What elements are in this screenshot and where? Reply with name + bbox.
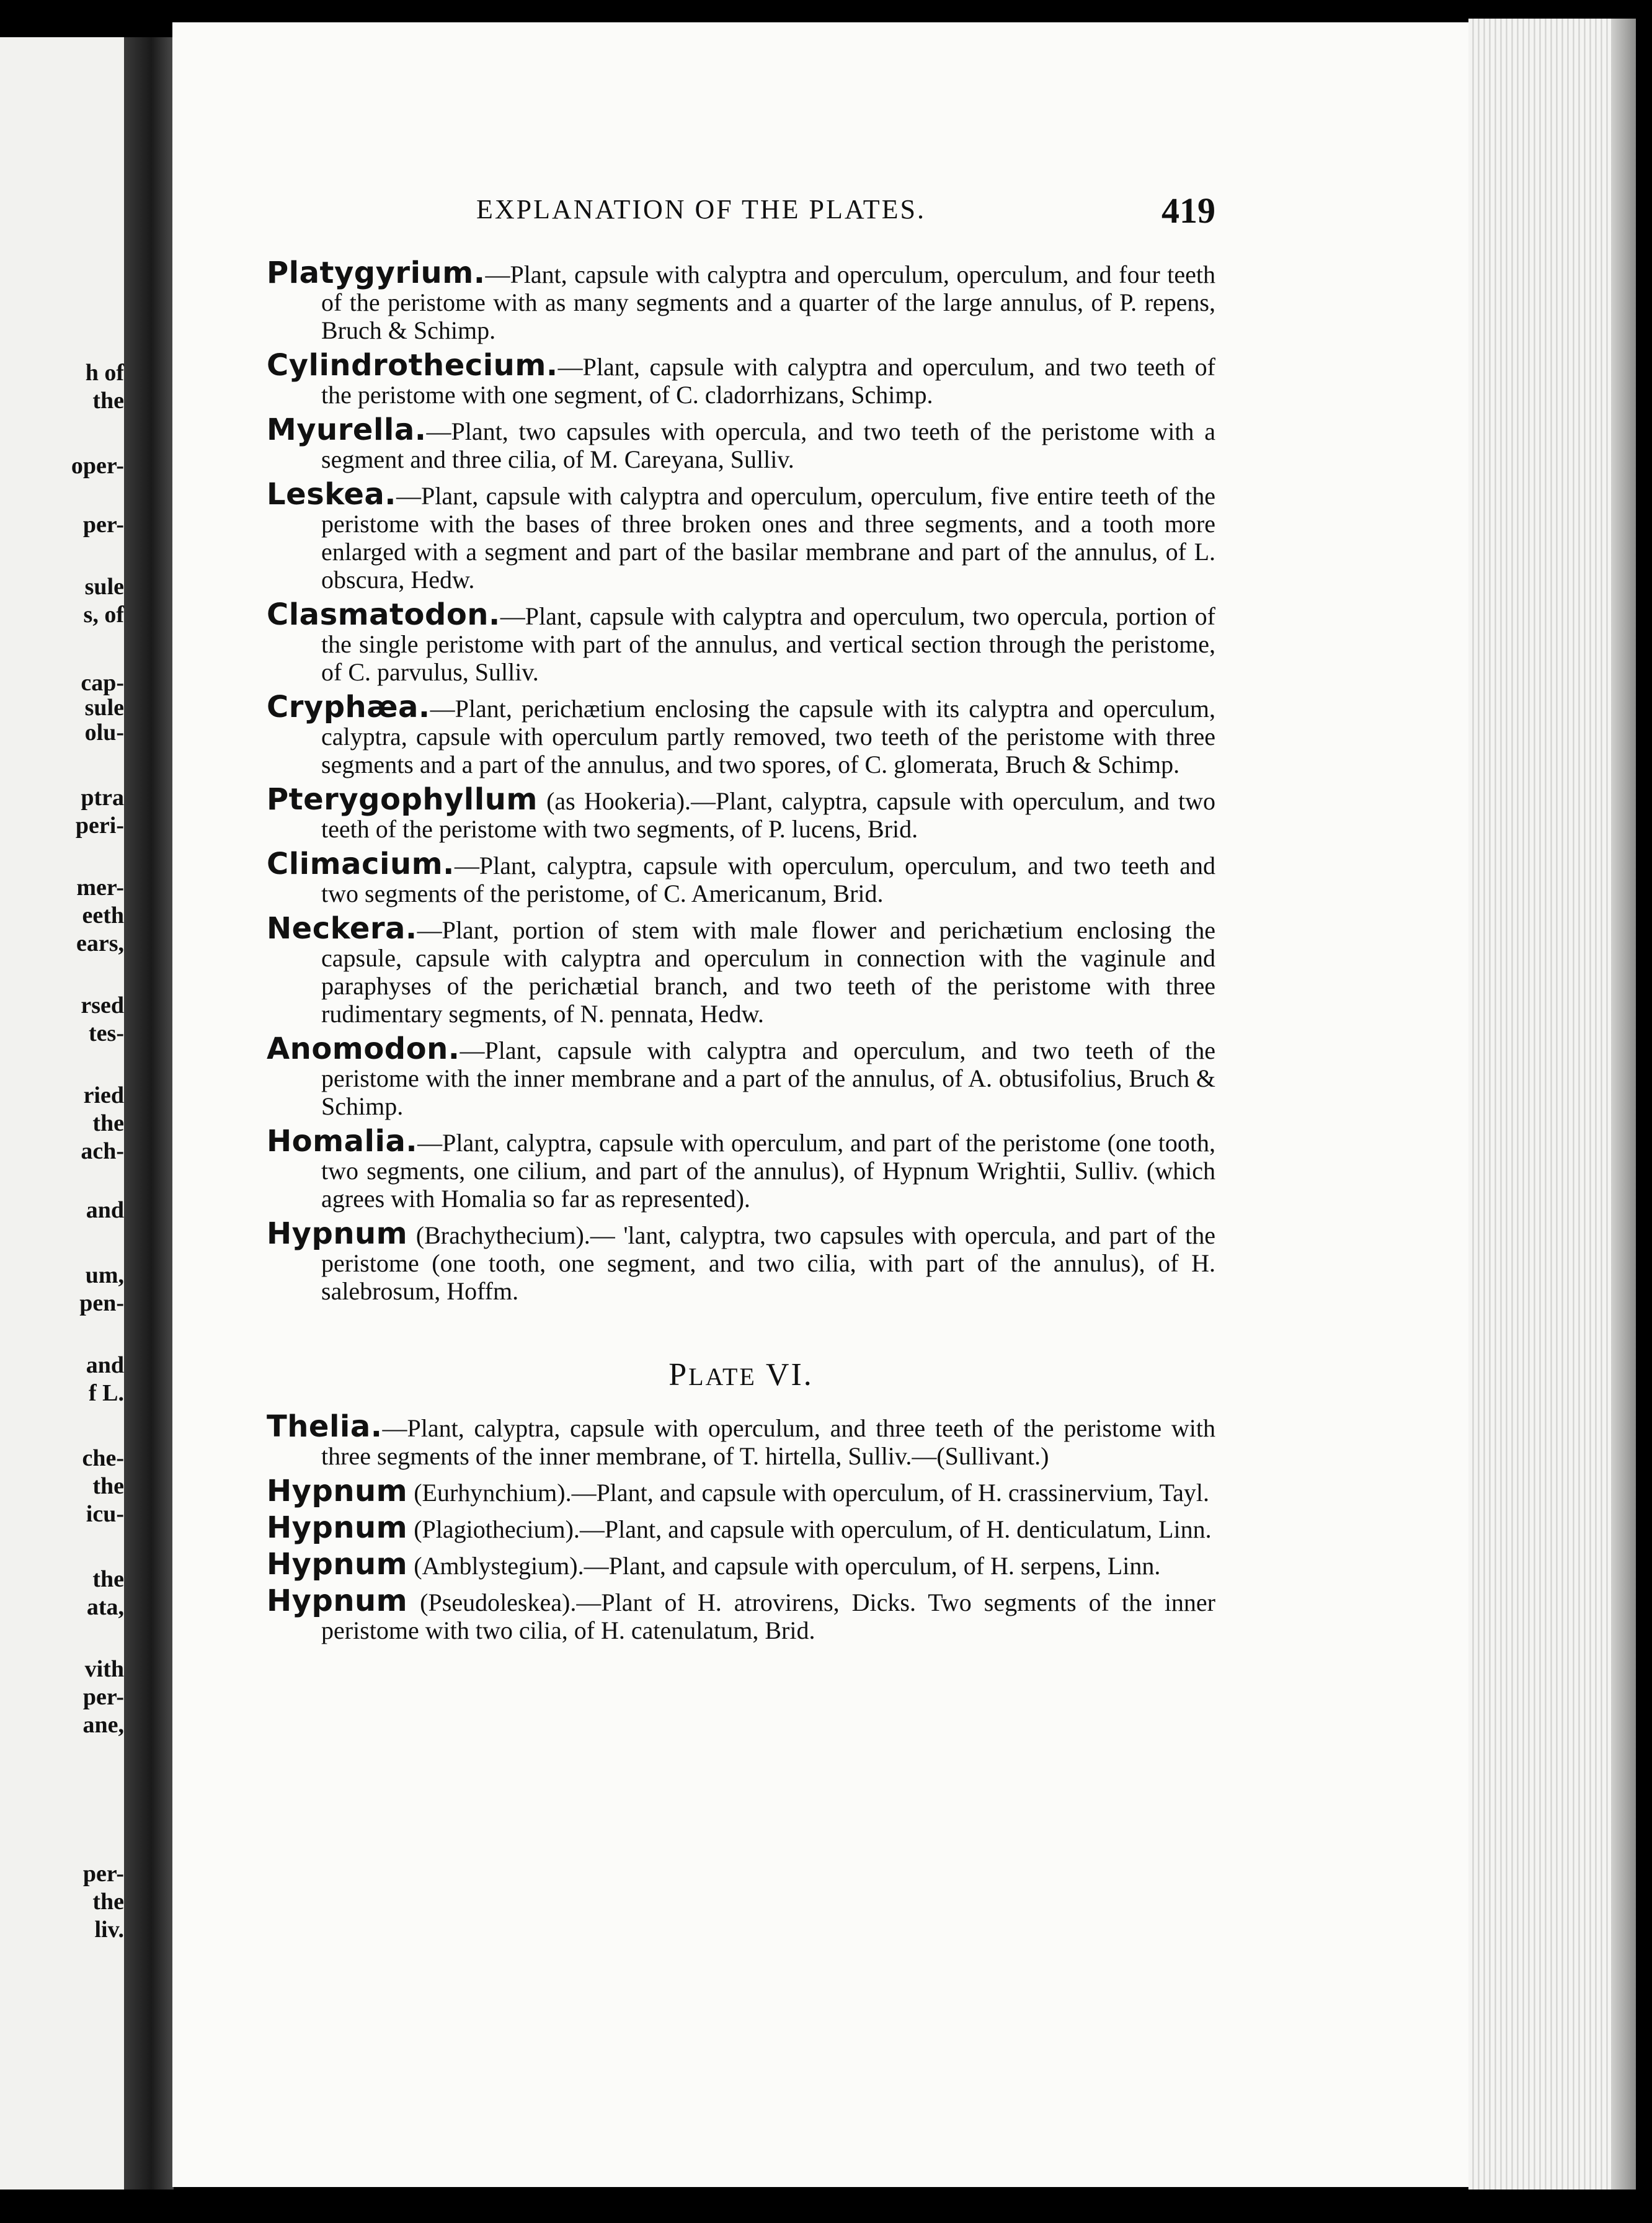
left-page-fragment: ata,: [86, 1594, 124, 1620]
plate-entry: [267, 1584, 1215, 1644]
plate-entry: [267, 597, 1215, 686]
genus-name: Hypnum: [267, 1547, 408, 1582]
left-page-fragment: per-: [82, 1861, 124, 1887]
left-page-fragment: liv.: [94, 1917, 124, 1943]
entry-description: —Plant, capsule with calyptra and operculum, two opercula, portion of the single peristome with part of the annulus, and vertical section through the peristome, of C. parvulus, Sulliv.: [321, 602, 1215, 686]
left-page-fragment: s, of: [83, 602, 124, 628]
left-page-fragment: peri-: [75, 813, 124, 839]
left-page-fragment: ears,: [76, 930, 124, 956]
entry-description: —Plant, calyptra, capsule with operculum, and three teeth of the peristome with three segments of the inner membrane, of T. hirtella, Sulliv.—(Sullivant.): [321, 1414, 1215, 1470]
genus-name: Anomodon.: [267, 1031, 460, 1066]
genus-name: Hypnum: [267, 1510, 408, 1545]
genus-name: Hypnum: [267, 1584, 408, 1618]
left-page-fragment: the: [92, 388, 124, 414]
entry-description: —Plant, calyptra, capsule with operculum, and part of the peristome (one tooth, two segments, one cilium, and part of the annulus), of Hypnum Wrightii, Sulliv. (which agrees with Homalia so far as represented).: [321, 1129, 1215, 1213]
plate-heading-smallcaps: LATE: [688, 1363, 757, 1391]
entry-description: —Plant, two capsules with opercula, and two teeth of the peristome with a segment and three cilia, of M. Careyana, Sulliv.: [321, 417, 1215, 473]
left-page-fragment: tes-: [89, 1020, 124, 1046]
left-page-fragment: ane,: [82, 1712, 124, 1738]
plate-entry: [267, 412, 1215, 473]
left-page-fragment: che-: [82, 1445, 124, 1471]
entry-description: —Plant, portion of stem with male flower and perichætium enclosing the capsule, capsule with calyptra and operculum in connection with the vaginule and paraphyses of the perichætial branch, and two teeth of the peristome with three rudimentary segments, of N. pennata, Hedw.: [321, 916, 1215, 1028]
left-page-fragment: and: [86, 1352, 124, 1378]
entry-description: (Brachythecium).— 'lant, calyptra, two capsules with opercula, and part of the peristome (one tooth, one segment, and two cilia, with part of the annulus), of H. salebrosum, Hoffm.: [321, 1221, 1215, 1305]
genus-name: Myurella.: [267, 412, 427, 447]
left-page-fragment: vith: [84, 1656, 124, 1682]
genus-name: Leskea.: [267, 477, 397, 512]
left-page-fragment: oper-: [71, 453, 124, 479]
plate-entry: [267, 1124, 1215, 1213]
left-facing-page: [0, 37, 124, 2190]
entries-after-plate: [267, 1409, 1215, 1644]
left-page-fragment: h of: [85, 360, 124, 386]
header-title: EXPLANATION OF THE PLATES.: [476, 194, 926, 225]
plate-entry: [267, 911, 1215, 1028]
left-page-fragment: f L.: [89, 1380, 124, 1406]
left-page-fragment: cap-: [81, 670, 124, 696]
entry-description: —Plant, capsule with calyptra and operculum, operculum, and four teeth of the peristome with as many segments and a quarter of the large annulus, of P. repens, Bruch & Schimp.: [321, 261, 1215, 344]
left-page-fragment: the: [92, 1889, 124, 1915]
genus-name: Climacium.: [267, 847, 455, 881]
genus-name: Thelia.: [267, 1409, 383, 1444]
page-content: [267, 256, 1215, 1652]
entry-description: (as Hookeria).—Plant, calyptra, capsule with operculum, and two teeth of the peristome with two segments, of P. lucens, Brid.: [321, 787, 1215, 843]
plate-entry: [267, 690, 1215, 778]
plate-entry: [267, 1547, 1215, 1582]
entries-before-plate: [267, 256, 1215, 1305]
entry-description: —Plant, capsule with calyptra and operculum, and two teeth of the peristome with one segment, of C. cladorrhizans, Schimp.: [321, 353, 1215, 409]
genus-name: Clasmatodon.: [267, 597, 500, 632]
left-page-fragment: the: [92, 1566, 124, 1592]
left-page-fragment: per-: [82, 1684, 124, 1710]
left-page-fragment: icu-: [86, 1501, 124, 1527]
left-page-fragment: ried: [83, 1082, 124, 1108]
plate-entry: [267, 256, 1215, 344]
genus-name: Hypnum: [267, 1474, 408, 1508]
plate-heading-numeral: VI.: [756, 1357, 814, 1392]
plate-entry: [267, 1409, 1215, 1470]
genus-name: Neckera.: [267, 911, 417, 946]
entry-description: —Plant, calyptra, capsule with operculum, operculum, and two teeth and two segments of the peristome, of C. Americanum, Brid.: [321, 852, 1215, 907]
plate-entry: [267, 1216, 1215, 1305]
entry-description: —Plant, capsule with calyptra and operculum, and two teeth of the peristome with the inner membrane and a part of the annulus, of A. obtusifolius, Bruch & Schimp.: [321, 1036, 1215, 1120]
plate-entry: [267, 1474, 1215, 1508]
plate-entry: [267, 348, 1215, 409]
left-page-fragment: ach-: [81, 1138, 124, 1164]
page-edges: [1468, 19, 1636, 2190]
left-page-fragment: eeth: [82, 902, 124, 929]
entry-description: (Pseudoleskea).—Plant of H. atrovirens, Dicks. Two segments of the inner peristome with two cilia, of H. catenulatum, Brid.: [321, 1588, 1215, 1644]
genus-name: Homalia.: [267, 1124, 418, 1159]
genus-name: Pterygophyllum: [267, 782, 538, 817]
page-number: 419: [1161, 190, 1215, 231]
plate-heading: [267, 1357, 1215, 1392]
genus-name: Platygyrium.: [267, 256, 486, 290]
plate-entry: [267, 477, 1215, 594]
left-page-fragment: per-: [82, 512, 124, 538]
left-page-fragment: rsed: [81, 992, 124, 1018]
left-page-fragment: pen-: [79, 1290, 124, 1316]
plate-entry: [267, 847, 1215, 907]
entry-description: (Plagiothecium).—Plant, and capsule with operculum, of H. denticulatum, Linn.: [407, 1515, 1212, 1543]
genus-name: Cryphæa.: [267, 690, 430, 724]
left-page-fragment: um,: [85, 1262, 124, 1288]
genus-name: Cylindrothecium.: [267, 348, 558, 383]
plate-entry: [267, 1510, 1215, 1545]
left-page-fragment: mer-: [76, 875, 124, 901]
page-edge-shadow: [1611, 19, 1636, 2190]
entry-description: (Amblystegium).—Plant, and capsule with operculum, of H. serpens, Linn.: [407, 1552, 1161, 1580]
left-page-fragment: and: [86, 1197, 124, 1223]
genus-name: Hypnum: [267, 1216, 408, 1251]
left-page-fragment: the: [92, 1110, 124, 1136]
left-page-fragment: sule: [84, 574, 124, 600]
left-page-fragment: the: [92, 1473, 124, 1499]
book-gutter: [124, 37, 174, 2190]
left-page-fragment: sule: [84, 695, 124, 721]
running-header: [267, 190, 1215, 231]
plate-heading-initial: P: [668, 1357, 689, 1392]
left-page-fragment: ptra: [81, 785, 124, 811]
entry-description: —Plant, perichætium enclosing the capsule with its calyptra and operculum, calyptra, capsule with operculum partly removed, two teeth of the peristome with three segments and a part of the annulus, and two spores, of C. glomerata, Bruch & Schimp.: [321, 695, 1215, 778]
entry-description: —Plant, capsule with calyptra and operculum, operculum, five entire teeth of the peristome with the bases of three broken ones and three segments, and a tooth more enlarged with a segment and part of the basilar membrane and part of the annulus, of L. obscura, Hedw.: [321, 482, 1215, 594]
entry-description: (Eurhynchium).—Plant, and capsule with operculum, of H. crassinervium, Tayl.: [407, 1479, 1210, 1507]
left-page-fragment: olu-: [84, 719, 124, 746]
plate-entry: [267, 782, 1215, 843]
plate-entry: [267, 1031, 1215, 1120]
